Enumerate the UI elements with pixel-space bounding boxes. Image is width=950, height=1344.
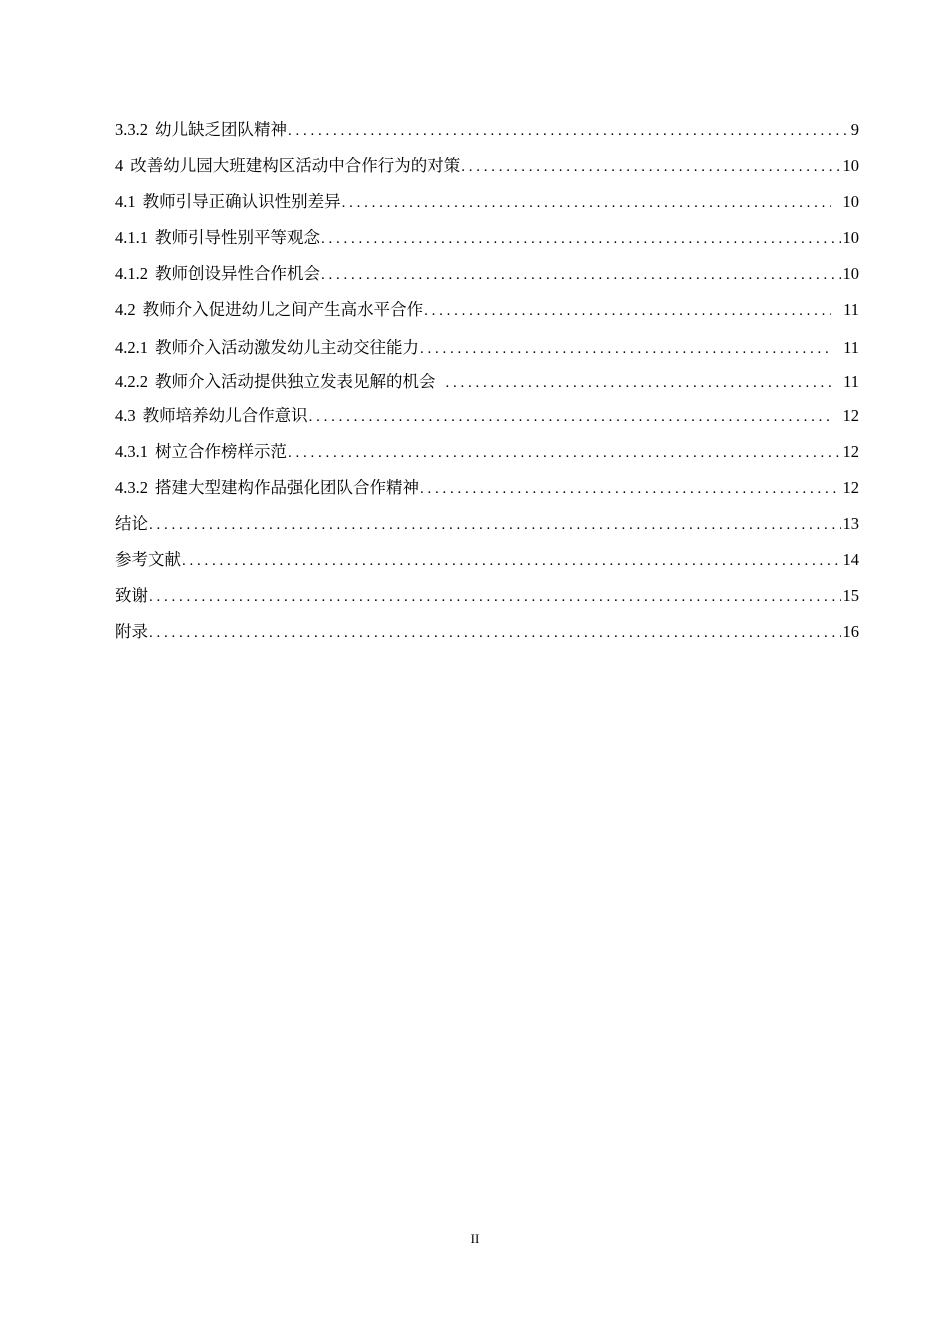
toc-entry-4-2[interactable] xyxy=(115,295,859,333)
toc-entry-page: 10 xyxy=(842,264,859,283)
toc-entry-4[interactable] xyxy=(115,151,859,187)
toc-entry-number: 4.2 xyxy=(115,300,136,319)
toc-entry-4-3[interactable] xyxy=(115,401,859,437)
toc-dot-leader xyxy=(321,224,841,254)
toc-entry-appendix[interactable] xyxy=(115,617,859,655)
toc-dot-leader xyxy=(149,618,841,648)
toc-entry-label xyxy=(115,473,419,503)
toc-dot-leader xyxy=(182,546,841,576)
toc-entry-label xyxy=(115,617,148,647)
toc-entry-title: 改善幼儿园大班建构区活动中合作行为的对策 xyxy=(130,156,461,175)
toc-dot-leader xyxy=(461,152,840,182)
toc-dot-leader xyxy=(342,188,831,218)
toc-entry-title: 结论 xyxy=(115,514,148,533)
toc-entry-page: 12 xyxy=(842,442,859,461)
toc-entry-acknowledgements[interactable] xyxy=(115,581,859,617)
toc-dot-leader xyxy=(309,402,831,432)
toc-entry-references[interactable] xyxy=(115,545,859,581)
toc-entry-page: 14 xyxy=(842,550,859,569)
toc-entry-4-2-1[interactable] xyxy=(115,333,859,367)
toc-entry-label xyxy=(115,333,419,363)
toc-entry-number: 4.3.2 xyxy=(115,478,148,497)
toc-entry-page: 10 xyxy=(842,228,859,247)
table-of-contents xyxy=(115,115,859,655)
toc-entry-title: 教师引导正确认识性别差异 xyxy=(142,192,341,211)
toc-entry-4-1-2[interactable] xyxy=(115,259,859,295)
toc-entry-page: 11 xyxy=(843,372,859,391)
toc-entry-number: 4 xyxy=(115,156,124,175)
toc-entry-label xyxy=(115,151,460,181)
toc-entry-4-1[interactable] xyxy=(115,187,859,223)
toc-dot-leader xyxy=(288,116,849,146)
toc-entry-label xyxy=(115,401,308,431)
toc-entry-3-3-2[interactable] xyxy=(115,115,859,151)
toc-entry-page: 16 xyxy=(842,622,859,641)
toc-entry-number: 4.2.1 xyxy=(115,338,148,357)
toc-entry-page: 15 xyxy=(842,586,859,605)
toc-dot-leader xyxy=(424,296,831,326)
toc-dot-leader xyxy=(149,582,841,612)
toc-entry-number: 3.3.2 xyxy=(115,120,148,139)
toc-dot-leader xyxy=(288,438,841,468)
toc-entry-label xyxy=(115,509,148,539)
toc-entry-label xyxy=(115,187,341,217)
toc-entry-4-2-2[interactable] xyxy=(115,367,859,401)
toc-entry-page: 11 xyxy=(843,300,859,319)
toc-entry-label xyxy=(115,367,436,397)
toc-entry-4-3-1[interactable] xyxy=(115,437,859,473)
toc-entry-page: 13 xyxy=(842,514,859,533)
toc-entry-label xyxy=(115,545,181,575)
toc-entry-4-3-2[interactable] xyxy=(115,473,859,509)
toc-entry-number: 4.1.2 xyxy=(115,264,148,283)
page-number: II xyxy=(470,1231,480,1246)
toc-entry-title: 搭建大型建构作品强化团队合作精神 xyxy=(155,478,419,497)
toc-entry-label xyxy=(115,295,423,325)
toc-entry-page: 11 xyxy=(843,338,859,357)
toc-dot-leader xyxy=(420,334,831,364)
toc-entry-title: 幼儿缺乏团队精神 xyxy=(155,120,287,139)
toc-entry-page: 10 xyxy=(842,192,859,211)
toc-entry-label xyxy=(115,437,287,467)
toc-entry-title: 教师介入活动激发幼儿主动交往能力 xyxy=(155,338,419,357)
toc-dot-leader xyxy=(420,474,841,504)
toc-entry-page: 9 xyxy=(850,120,859,139)
toc-entry-page: 12 xyxy=(842,478,859,497)
toc-entry-title: 树立合作榜样示范 xyxy=(155,442,287,461)
toc-entry-conclusion[interactable] xyxy=(115,509,859,545)
toc-entry-title: 教师介入促进幼儿之间产生高水平合作 xyxy=(142,300,424,319)
toc-entry-number: 4.3 xyxy=(115,406,136,425)
toc-entry-label xyxy=(115,115,287,145)
toc-entry-number: 4.1.1 xyxy=(115,228,148,247)
toc-entry-page: 12 xyxy=(842,406,859,425)
toc-entry-number: 4.2.2 xyxy=(115,372,148,391)
toc-entry-title: 教师引导性别平等观念 xyxy=(155,228,320,247)
toc-entry-4-1-1[interactable] xyxy=(115,223,859,259)
toc-entry-title: 教师培养幼儿合作意识 xyxy=(142,406,308,425)
toc-entry-label xyxy=(115,223,320,253)
toc-entry-title: 附录 xyxy=(115,622,148,641)
toc-entry-title: 参考文献 xyxy=(115,550,181,569)
toc-entry-label xyxy=(115,259,320,289)
toc-entry-page: 10 xyxy=(842,156,859,175)
toc-dot-leader xyxy=(149,510,841,540)
toc-entry-title: 教师创设异性合作机会 xyxy=(155,264,320,283)
toc-entry-label xyxy=(115,581,148,611)
toc-entry-number: 4.3.1 xyxy=(115,442,148,461)
toc-entry-number: 4.1 xyxy=(115,192,136,211)
toc-entry-title: 致谢 xyxy=(115,586,148,605)
toc-dot-leader xyxy=(321,260,841,290)
toc-entry-title: 教师介入活动提供独立发表见解的机会 xyxy=(155,372,436,391)
toc-dot-leader xyxy=(446,368,832,398)
